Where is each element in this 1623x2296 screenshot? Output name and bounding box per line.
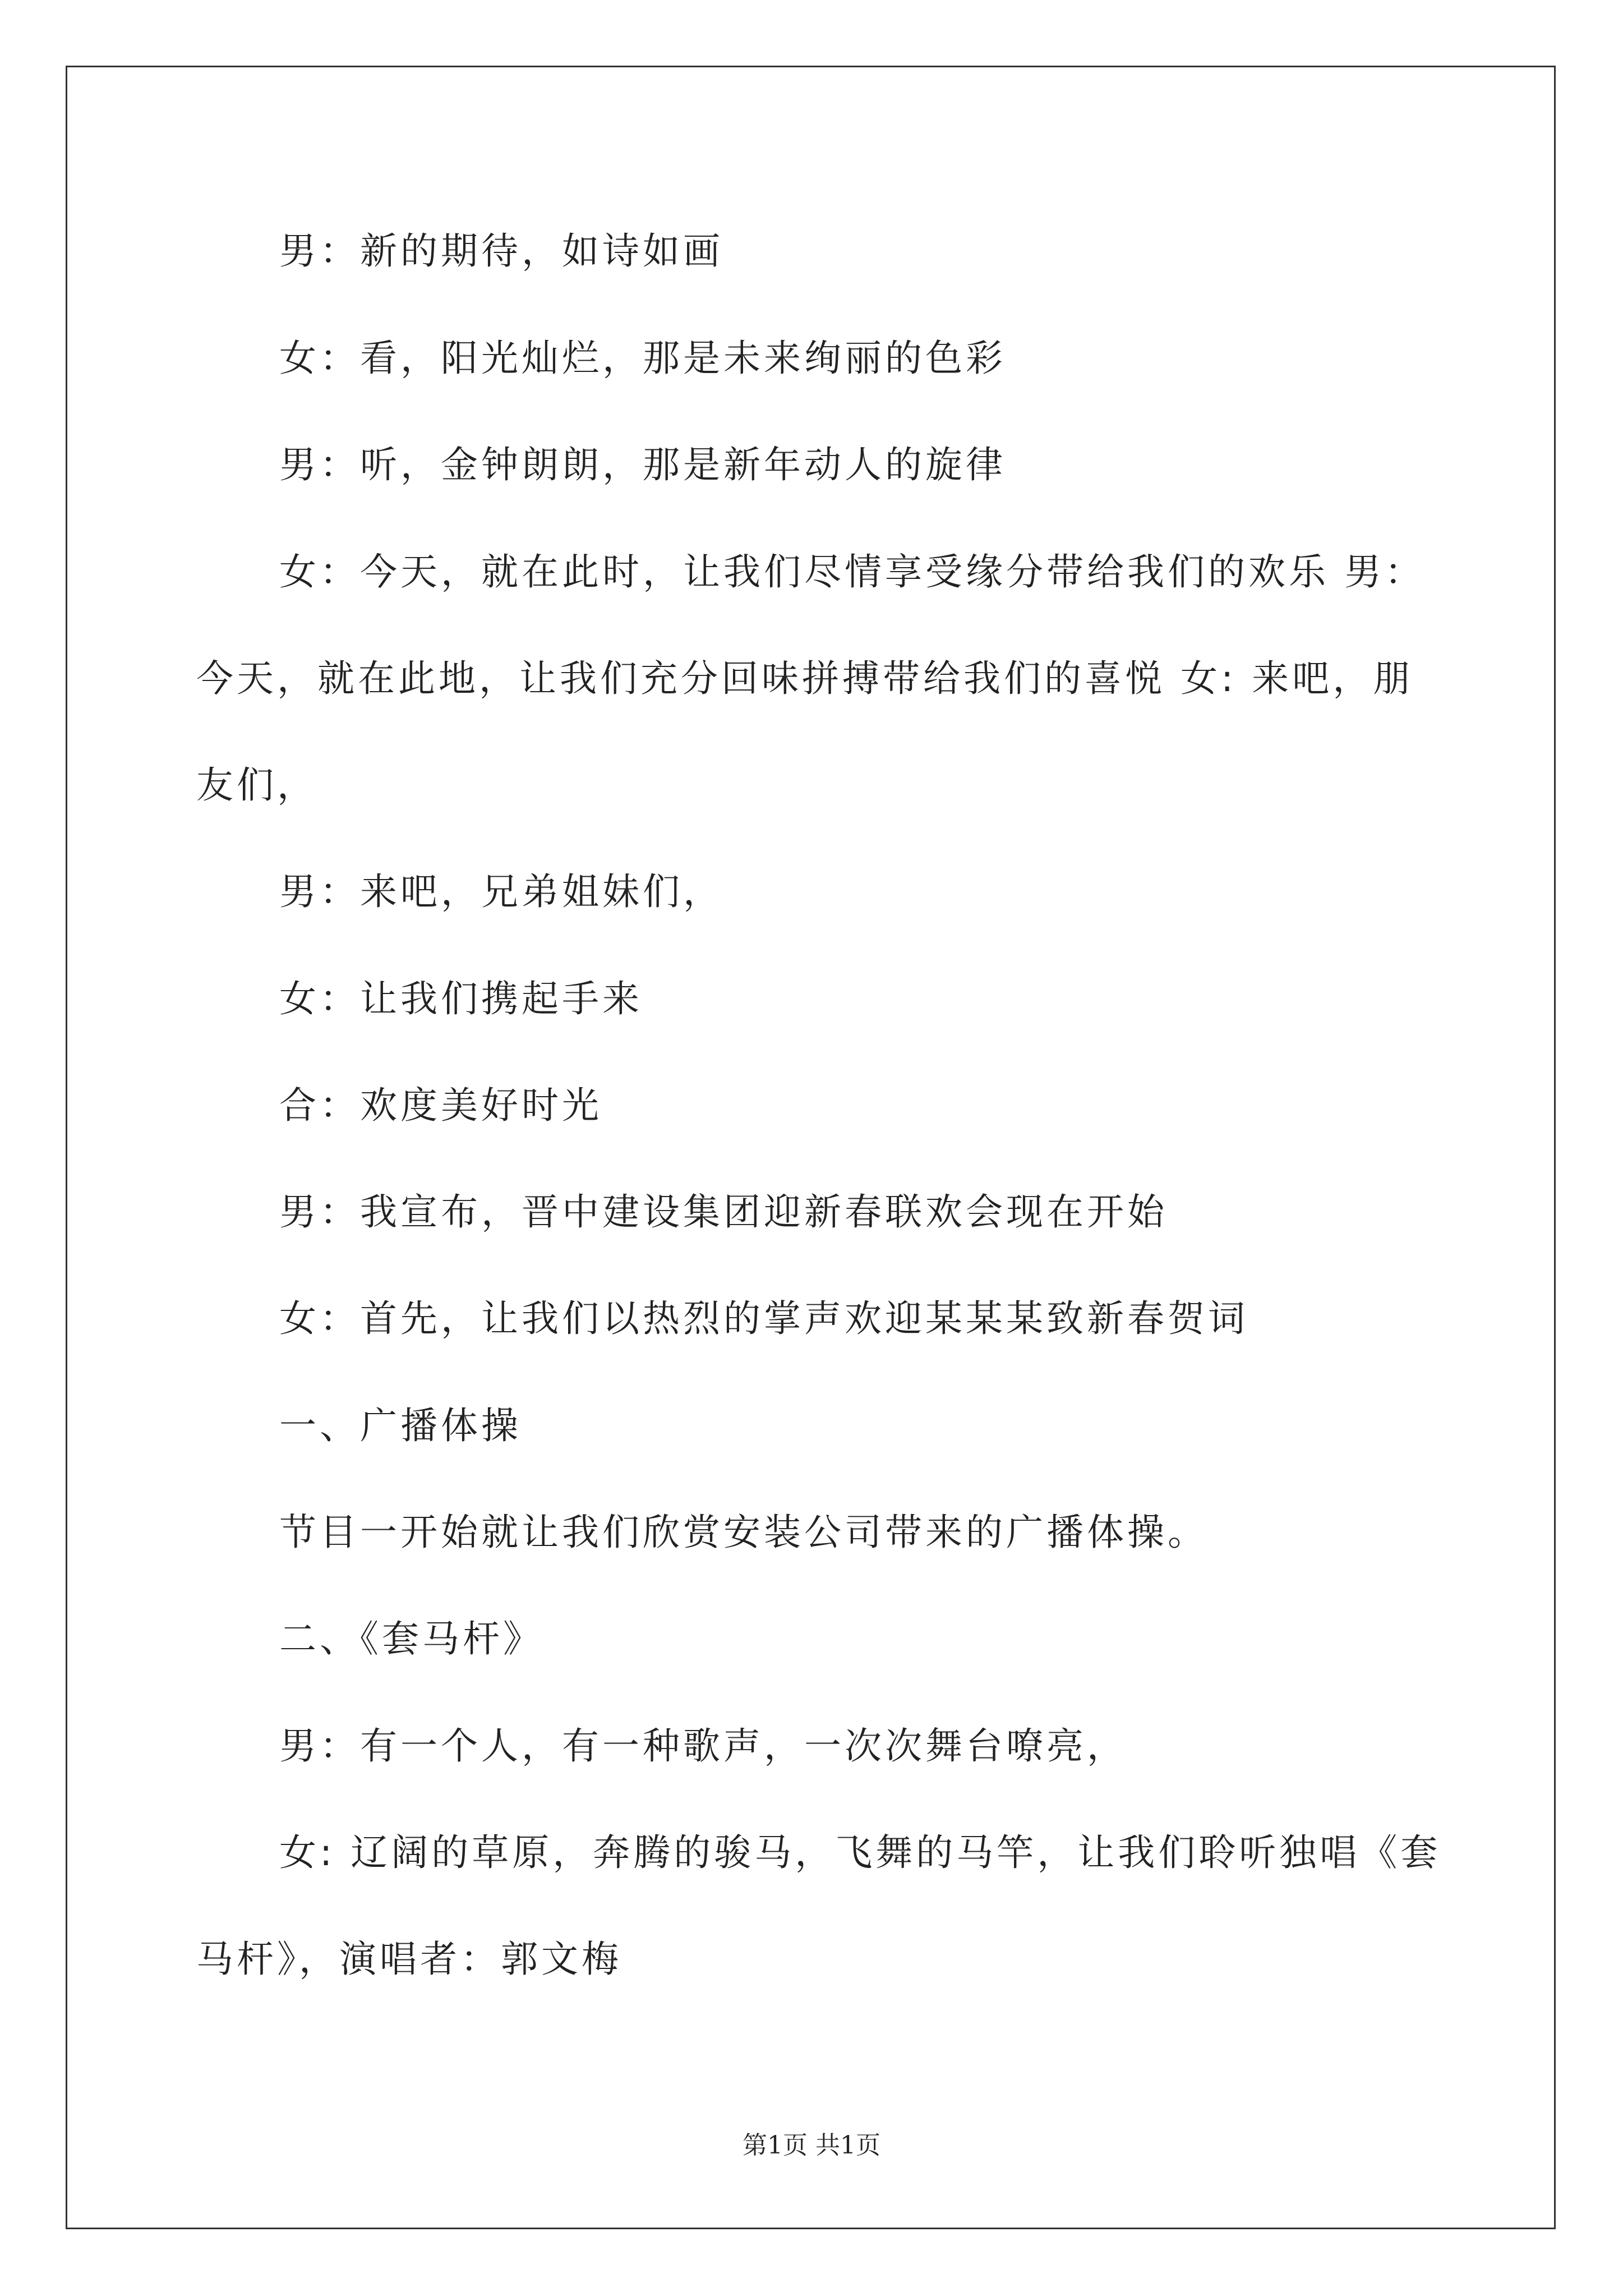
dialogue-line: 友们， [196, 763, 317, 807]
dialogue-line: 女：今天，就在此时，让我们尽情享受缘分带给我们的欢乐 男： [279, 550, 1425, 593]
dialogue-line: 女: 辽阔的草原，奔腾的骏马，飞舞的马竿，让我们聆听独唱《套 [279, 1831, 1441, 1874]
section-heading: 一、广播体操 [279, 1404, 522, 1447]
section-heading: 二、《套马杆》 [279, 1617, 543, 1660]
dialogue-line: 男：有一个人，有一种歌声，一次次舞台嘹亮， [279, 1724, 1127, 1768]
dialogue-line: 男：我宣布，晋中建设集团迎新春联欢会现在开始 [279, 1190, 1168, 1234]
dialogue-line: 节目一开始就让我们欣赏安装公司带来的广播体操。 [279, 1511, 1208, 1554]
dialogue-line: 女：看，阳光灿烂，那是未来绚丽的色彩 [279, 337, 1006, 380]
dialogue-line: 男：听，金钟朗朗，那是新年动人的旋律 [279, 443, 1006, 486]
dialogue-line: 合：欢度美好时光 [279, 1084, 602, 1127]
dialogue-line: 男：来吧，兄弟姐妹们， [279, 870, 723, 913]
page-number-footer: 第1页 共1页 [743, 2131, 880, 2160]
dialogue-line: 今天，就在此地，让我们充分回味拼搏带给我们的喜悦 女: 来吧，朋 [196, 657, 1414, 700]
page-border [66, 66, 1556, 2229]
dialogue-line: 马杆》，演唱者：郭文梅 [196, 1938, 622, 1981]
dialogue-line: 女：让我们携起手来 [279, 977, 643, 1020]
dialogue-line: 女：首先，让我们以热烈的掌声欢迎某某某致新春贺词 [279, 1297, 1248, 1340]
dialogue-line: 男：新的期待，如诗如画 [279, 229, 723, 273]
